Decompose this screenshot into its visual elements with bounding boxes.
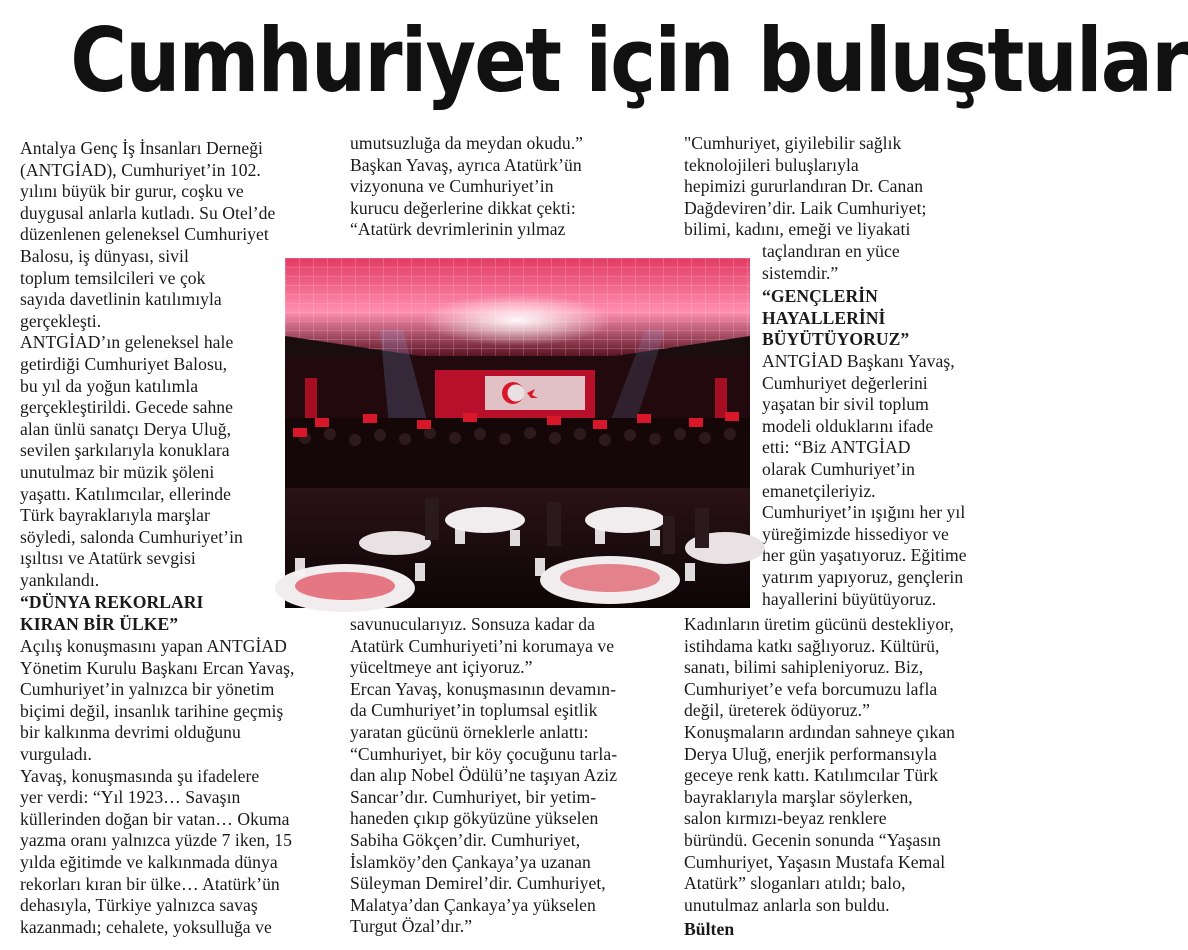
text-line: hayallerini büyütüyoruz.: [762, 588, 937, 609]
text-line: Süleyman Demirel’dir. Cumhuriyet,: [350, 873, 606, 894]
text-line: yüceltmeye ant içiyoruz.”: [350, 657, 533, 678]
text-line: BÜYÜTÜYORUZ”: [762, 329, 910, 350]
text-line: savunucularıyız. Sonsuza kadar da: [350, 614, 595, 634]
text-line: teknolojileri buluşlarıyla: [684, 154, 859, 175]
text-line: Cumhuriyet’in yalnızca bir yönetim: [20, 679, 275, 700]
text-line: değil, üreterek ödüyoruz.”: [684, 700, 870, 721]
text-line: İslamköy’den Çankaya’ya uzanan: [350, 851, 591, 872]
text-line: ışıltısı ve Atatürk sevgisi: [20, 548, 196, 569]
text-line: Ercan Yavaş, konuşmasının devamın-: [350, 678, 617, 699]
text-line: Turgut Özal’dır.”: [350, 916, 473, 937]
text-line: geceye renk kattı. Katılımcılar Türk: [684, 765, 939, 786]
text-line: Cumhuriyet’in ışığını her yıl: [762, 502, 966, 523]
text-line: düzenlenen geleneksel Cumhuriyet: [20, 224, 269, 245]
text-line: Malatya’dan Çankaya’ya yükselen: [350, 894, 596, 915]
headline: Cumhuriyet için buluştular: [70, 9, 1188, 112]
text-line: salon kırmızı-beyaz renklere: [684, 808, 887, 829]
text-line: unutulmaz bir müzik şöleni: [20, 461, 215, 482]
text-line: bir kalkınma devrimi olduğunu: [20, 722, 241, 743]
text-line: Cumhuriyet’e vefa borcumuzu lafla: [684, 678, 938, 699]
text-line: Kadınların üretim gücünü destekliyor,: [684, 614, 954, 634]
text-line: Cumhuriyet değerlerini: [762, 372, 928, 393]
text-line: her gün yaşatıyoruz. Eğitime: [762, 545, 967, 566]
text-line: bilimi, kadını, emeği ve liyakati: [684, 219, 911, 240]
text-line: haneden çıkıp gökyüzüne yükselen: [350, 808, 599, 829]
text-line: dan alıp Nobel Ödülü’ne taşıyan Aziz: [350, 765, 618, 786]
col3-top-text: [684, 133, 926, 241]
text-line: bu yıl da yoğun katılımla: [20, 375, 199, 396]
col2-bottom-text: [350, 614, 617, 938]
col3-narrow-top-text: [762, 241, 900, 284]
text-line: yaşatan bir sivil toplum: [762, 394, 929, 415]
text-line: kazanmadı; cehalete, yoksulluğa ve: [20, 916, 272, 937]
text-line: HAYALLERİNİ: [762, 307, 886, 328]
text-line: “Cumhuriyet, bir köy çocuğunu tarla-: [350, 743, 618, 764]
col3-narrow-body-text: [762, 351, 967, 610]
text-line: “Atatürk devrimlerinin yılmaz: [350, 219, 566, 240]
text-line: alan ünlü sanatçı Derya Uluğ,: [20, 418, 232, 439]
text-line: yılda eğitimde ve kalkınmada dünya: [20, 851, 278, 872]
text-line: söyledi, salonda Cumhuriyet’in: [20, 526, 243, 547]
text-line: büründü. Gecenin sonunda “Yaşasın: [684, 829, 941, 850]
text-line: ANTGİAD’ın geleneksel hale: [20, 332, 234, 353]
text-line: Atatürk” sloganları atıldı; balo,: [684, 873, 906, 894]
text-line: Balosu, iş dünyası, sivil: [20, 245, 189, 266]
text-line: etti: “Biz ANTGİAD: [762, 437, 911, 458]
text-line: küllerinden doğan bir vatan… Okuma: [20, 808, 290, 829]
text-line: sanatı, bilimi sahipleniyoruz. Biz,: [684, 657, 924, 678]
signature-bulten: Bülten: [684, 919, 735, 939]
text-line: duygusal anlarla kutladı. Su Otel’de: [20, 202, 276, 223]
text-line: Yönetim Kurulu Başkanı Ercan Yavaş,: [20, 657, 295, 678]
text-line: Cumhuriyet, Yaşasın Mustafa Kemal: [684, 851, 946, 872]
text-line: istihdama katkı sağlıyoruz. Kültürü,: [684, 635, 940, 656]
text-line: vurguladı.: [20, 743, 93, 764]
text-line: KIRAN BİR ÜLKE”: [20, 613, 179, 634]
text-line: gerçekleştirildi. Gecede sahne: [20, 397, 234, 418]
text-line: Dağdeviren’dir. Laik Cumhuriyet;: [684, 197, 927, 218]
subhead-genclerin-hayallerini: [762, 286, 909, 351]
text-line: Derya Uluğ, enerjik performansıyla: [684, 743, 937, 764]
text-line: biçimi değil, insanlık tarihine geçmiş: [20, 700, 284, 721]
text-line: olarak Cumhuriyet’in: [762, 458, 915, 479]
text-line: yüreğimizde hissediyor ve: [762, 523, 949, 544]
text-line: yatırım yapıyoruz, gençlerin: [762, 566, 964, 587]
text-line: vizyonuna ve Cumhuriyet’in: [350, 176, 554, 197]
text-line: “DÜNYA REKORLARI: [20, 592, 204, 612]
text-line: unutulmaz anlarla son buldu.: [684, 894, 890, 915]
text-line: da Cumhuriyet’in toplumsal eşitlik: [350, 700, 598, 721]
text-line: modeli olduklarını ifade: [762, 415, 934, 436]
text-line: yılını büyük bir gurur, coşku ve: [20, 181, 244, 202]
text-line: Başkan Yavaş, ayrıca Atatürk’ün: [350, 154, 582, 175]
text-line: yazma oranı yalnızca yüzde 7 iken, 15: [20, 830, 292, 851]
text-line: Atatürk Cumhuriyeti’ni korumaya ve: [350, 635, 615, 656]
byline: [684, 919, 734, 941]
ballroom-illustration: [285, 258, 750, 608]
text-line: (ANTGİAD), Cumhuriyet’in 102.: [20, 159, 261, 180]
text-line: umutsuzluğa da meydan okudu.”: [350, 133, 584, 153]
col3-bottom-text: [684, 614, 955, 916]
text-line: yaratan gücünü örneklerle anlattı:: [350, 721, 589, 742]
event-photo: [285, 258, 750, 608]
text-line: Antalya Genç İş İnsanları Derneği: [20, 138, 263, 158]
text-line: yer verdi: “Yıl 1923… Savaşın: [20, 787, 241, 808]
text-line: Açılış konuşmasını yapan ANTGİAD: [20, 636, 287, 656]
text-line: dehasıyla, Türkiye yalnızca savaş: [20, 895, 258, 916]
text-line: gerçekleşti.: [20, 310, 102, 331]
text-line: hepimizi gururlandıran Dr. Canan: [684, 176, 924, 197]
text-line: sevilen şarkılarıyla konuklara: [20, 440, 230, 461]
text-line: rekorları kıran bir ülke… Atatürk’ün: [20, 873, 280, 894]
text-line: Konuşmaların ardından sahneye çıkan: [684, 721, 955, 742]
text-line: sistemdir.”: [762, 262, 839, 283]
text-line: kurucu değerlerine dikkat çekti:: [350, 197, 576, 218]
subhead-dunya-rekorlari: [20, 592, 203, 635]
text-line: Yavaş, konuşmasında şu ifadelere: [20, 765, 260, 786]
text-line: Sabiha Gökçen’dir. Cumhuriyet,: [350, 829, 581, 850]
text-line: “GENÇLERİN: [762, 286, 878, 306]
text-line: bayraklarıyla marşlar söylerken,: [684, 786, 913, 807]
text-line: Türk bayraklarıyla marşlar: [20, 505, 210, 526]
col1-intro-text: [20, 138, 275, 591]
text-line: yaşattı. Katılımcılar, ellerinde: [20, 483, 231, 504]
text-line: emanetçileriyiz.: [762, 480, 876, 501]
col2-top-text: [350, 133, 583, 241]
text-line: Sancar’dır. Cumhuriyet, bir yetim-: [350, 786, 597, 807]
text-line: ANTGİAD Başkanı Yavaş,: [762, 351, 955, 371]
text-line: getirdiği Cumhuriyet Balosu,: [20, 353, 228, 374]
text-line: toplum temsilcileri ve çok: [20, 267, 206, 288]
text-line: "Cumhuriyet, giyilebilir sağlık: [684, 133, 902, 153]
text-line: yankılandı.: [20, 569, 100, 590]
text-line: taçlandıran en yüce: [762, 241, 900, 261]
text-line: sayıda davetlinin katılımıyla: [20, 289, 222, 310]
col1-speech-text: [20, 636, 294, 938]
